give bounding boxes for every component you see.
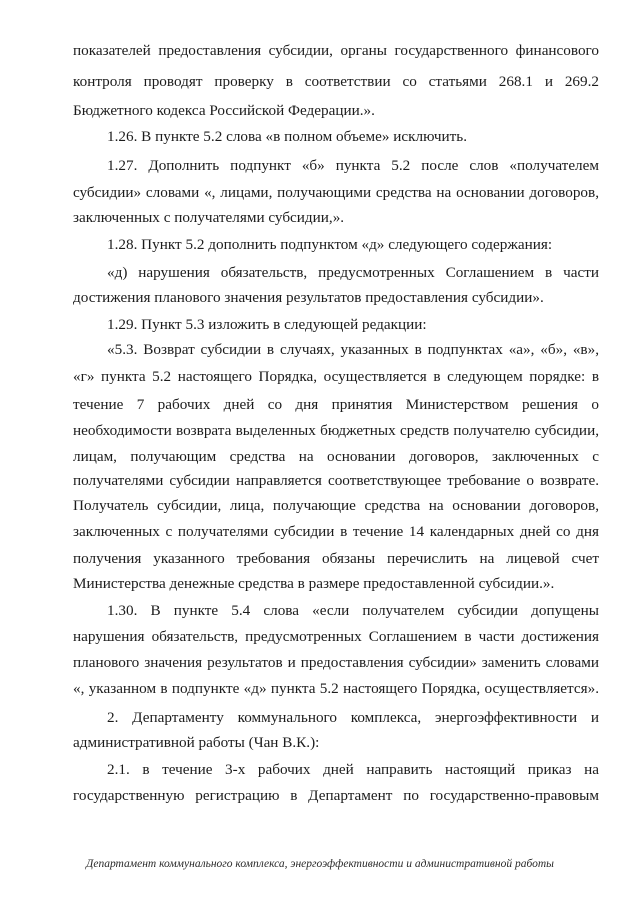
text-line: 1.26. В пункте 5.2 слова «в полном объеме» исключить. <box>107 128 468 145</box>
text-line: контроля проводят проверку в соответствии со статьями 268.1 и 269.2 <box>73 73 599 90</box>
text-line: «5.3. Возврат субсидии в случаях, указанных в подпунктах «а», «б», «в», <box>107 341 599 358</box>
text-line: «, указанном в подпункте «д» пункта 5.2 настоящего Порядка, осуществляется». <box>73 680 599 697</box>
text-line: получения указанного требования обязаны перечислить на лицевой счет <box>73 550 599 567</box>
text-line: 1.28. Пункт 5.2 дополнить подпунктом «д» следующего содержания: <box>107 236 553 253</box>
text-line: получателями субсидии направляется соответствующее требование о возврате. <box>73 472 599 489</box>
text-line: «д) нарушения обязательств, предусмотренных Соглашением в части <box>107 264 599 281</box>
text-line: планового значения результатов и предоставления субсидии» заменить словами <box>73 654 599 671</box>
text-line: необходимости возврата выделенных бюджетных средств получателю субсидии, <box>73 422 599 439</box>
text-line: Министерства денежные средства в размере предоставленной субсидии.». <box>73 575 555 592</box>
text-line: показателей предоставления субсидии, органы государственного финансового <box>73 42 599 59</box>
text-line: Получатель субсидии, лица, получающие средства на основании договоров, <box>73 497 599 514</box>
text-line: 2. Департаменту коммунального комплекса, энергоэффективности и <box>107 709 599 726</box>
text-line: лицам, получающим средства на основании договоров, заключенных с <box>73 448 599 465</box>
text-line: 2.1. в течение 3-х рабочих дней направить настоящий приказ на <box>107 761 599 778</box>
text-line: административной работы (Чан В.К.): <box>73 734 320 751</box>
text-line: заключенных с получателями субсидии в течение 14 календарных дней со дня <box>73 523 599 540</box>
text-line: заключенных с получателями субсидии,». <box>73 209 345 226</box>
page-footer: Департамент коммунального комплекса, энергоэффективности и административной работы <box>86 858 554 870</box>
text-line: «г» пункта 5.2 настоящего Порядка, осуществляется в следующем порядке: в <box>73 368 599 385</box>
text-line: Бюджетного кодекса Российской Федерации.». <box>73 102 375 119</box>
text-line: государственную регистрацию в Департамент по государственно-правовым <box>73 787 599 804</box>
text-line: достижения планового значения результатов предоставления субсидии». <box>73 289 544 306</box>
text-line: субсидии» словами «, лицами, получающими средства на основании договоров, <box>73 184 599 201</box>
text-line: нарушения обязательств, предусмотренных Соглашением в части достижения <box>73 628 599 645</box>
text-line: 1.29. Пункт 5.3 изложить в следующей редакции: <box>107 316 427 333</box>
text-line: течение 7 рабочих дней со дня принятия Министерством решения о <box>73 396 599 413</box>
text-line: 1.30. В пункте 5.4 слова «если получателем субсидии допущены <box>107 602 599 619</box>
text-line: 1.27. Дополнить подпункт «б» пункта 5.2 после слов «получателем <box>107 157 599 174</box>
